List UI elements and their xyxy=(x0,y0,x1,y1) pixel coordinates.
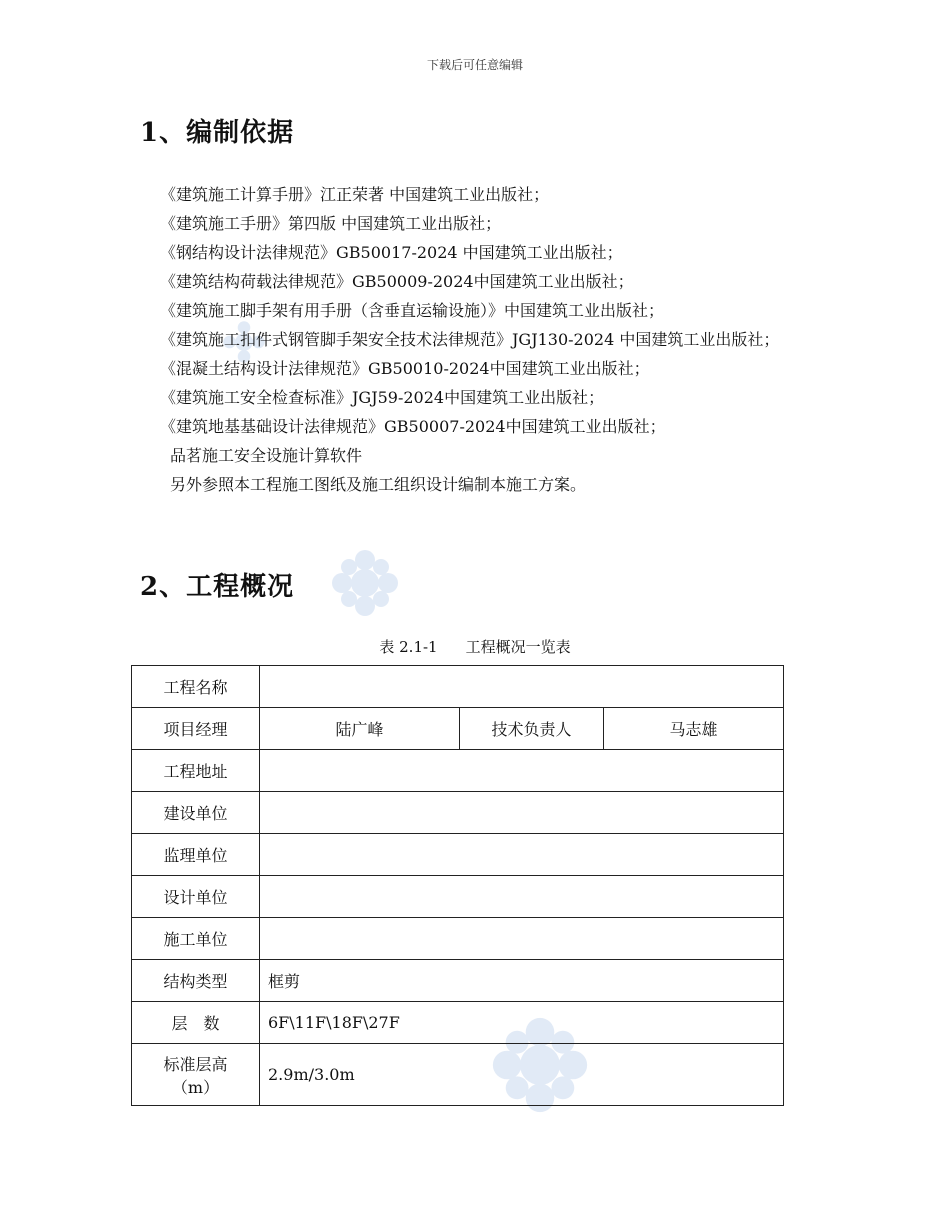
cell-value xyxy=(260,792,784,834)
cell-value: 6F\11F\18F\27F xyxy=(260,1002,784,1044)
cell-label: 技术负责人 xyxy=(460,708,604,750)
table-row xyxy=(132,1044,784,1106)
reference-item: 《建筑施工计算手册》江正荣著 中国建筑工业出版社； xyxy=(160,185,550,204)
cell-label: 项目经理 xyxy=(132,708,260,750)
cell-label: 工程地址 xyxy=(132,750,260,792)
table-caption xyxy=(0,636,950,657)
reference-item: 《建筑施工手册》第四版 中国建筑工业出版社； xyxy=(160,214,502,233)
cell-label-line: 标准层高 xyxy=(163,1054,228,1074)
reference-item: 《钢结构设计法律规范》GB50017-2024 中国建筑工业出版社； xyxy=(160,243,623,262)
reference-item: 《建筑施工扣件式钢管脚手架安全技术法律规范》JGJ130-2024 中国建筑工业出版社； xyxy=(160,330,780,349)
reference-item: 《混凝土结构设计法律规范》GB50010-2024中国建筑工业出版社； xyxy=(160,359,650,378)
cell-label xyxy=(132,1044,260,1106)
table-name: 工程概况一览表 xyxy=(465,638,571,656)
reference-item: 《建筑施工安全检查标准》JGJ59-2024中国建筑工业出版社； xyxy=(160,388,605,407)
cell-value: 陆广峰 xyxy=(260,708,460,750)
cell-label-line: （m） xyxy=(171,1077,220,1097)
cell-label: 设计单位 xyxy=(132,876,260,918)
cell-value: 2.9m/3.0m xyxy=(260,1044,784,1106)
reference-item: 《建筑地基基础设计法律规范》GB50007-2024中国建筑工业出版社； xyxy=(160,417,666,436)
cell-value xyxy=(260,876,784,918)
section-title-overview: 2、工程概况 xyxy=(140,572,295,602)
closing-note: 另外参照本工程施工图纸及施工组织设计编制本施工方案。 xyxy=(170,475,587,494)
section-title-basis: 1、编制依据 xyxy=(140,118,295,148)
table-row xyxy=(132,750,784,792)
cell-value xyxy=(260,750,784,792)
page-header-note: 下载后可任意编辑 xyxy=(426,58,523,72)
reference-list xyxy=(140,180,820,499)
table-row xyxy=(132,1002,784,1044)
cell-value xyxy=(260,834,784,876)
cell-value xyxy=(260,918,784,960)
cell-label: 施工单位 xyxy=(132,918,260,960)
software-note: 品茗施工安全设施计算软件 xyxy=(170,446,363,465)
table-row xyxy=(132,876,784,918)
cell-value: 框剪 xyxy=(260,960,784,1002)
table-row xyxy=(132,666,784,708)
project-overview-table xyxy=(131,665,784,1106)
reference-item: 《建筑施工脚手架有用手册（含垂直运输设施）》中国建筑工业出版社； xyxy=(160,301,665,320)
cell-label: 结构类型 xyxy=(132,960,260,1002)
snowflake-watermark-icon xyxy=(330,548,400,618)
table-row xyxy=(132,708,784,750)
table-number: 表 2.1-1 xyxy=(379,638,438,656)
table-row xyxy=(132,834,784,876)
cell-label: 工程名称 xyxy=(132,666,260,708)
cell-label: 层 数 xyxy=(132,1002,260,1044)
cell-label: 建设单位 xyxy=(132,792,260,834)
cell-value: 马志雄 xyxy=(604,708,784,750)
table-row xyxy=(132,918,784,960)
cell-label: 监理单位 xyxy=(132,834,260,876)
cell-value xyxy=(260,666,784,708)
reference-item: 《建筑结构荷载法律规范》GB50009-2024中国建筑工业出版社； xyxy=(160,272,634,291)
table-row xyxy=(132,960,784,1002)
table-row xyxy=(132,792,784,834)
